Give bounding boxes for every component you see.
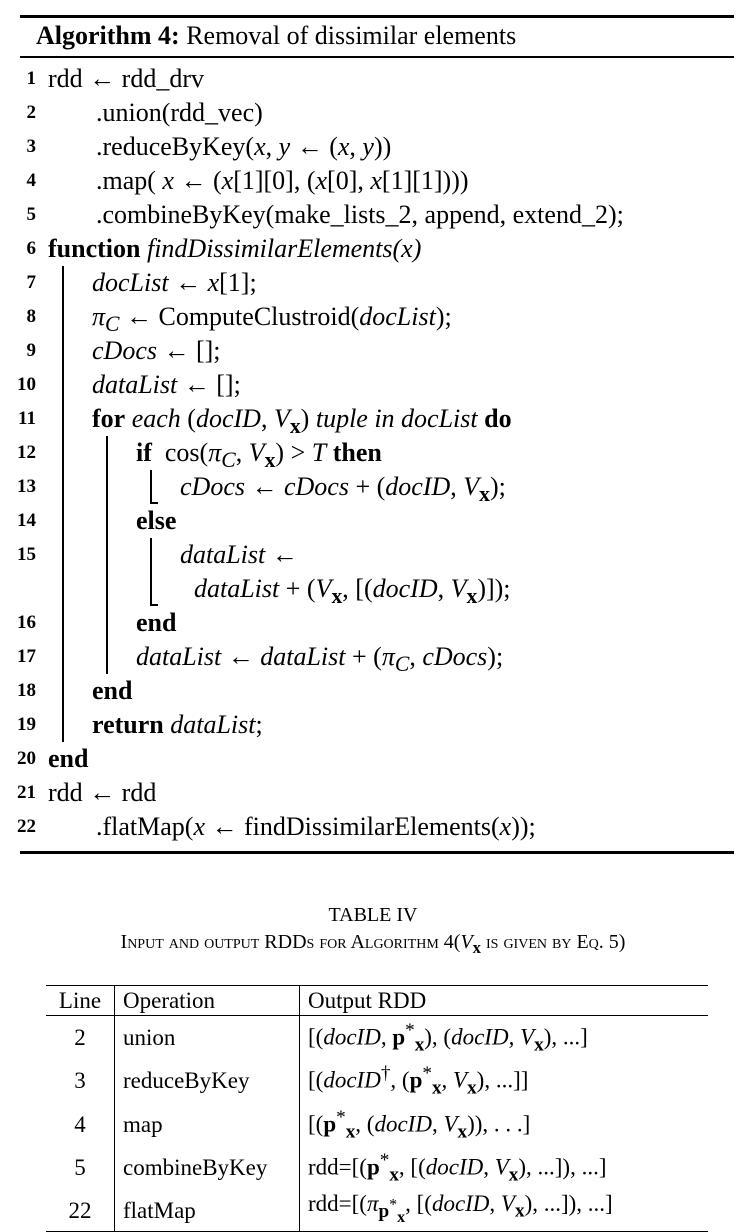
code-line: dataList ←: [180, 540, 298, 569]
else-scope-line: [150, 538, 152, 606]
line-number: 21: [17, 782, 36, 803]
table-row: [46, 1189, 708, 1232]
cell-output-rdd: [($p^*_x$, (docID, $V_x$)), . . .]: [308, 1106, 531, 1142]
for-scope-line: [106, 436, 108, 674]
table-caption: [0, 931, 746, 958]
line-number: 14: [17, 510, 36, 531]
cell-operation: map: [115, 1103, 300, 1146]
line-number: 1: [26, 68, 36, 89]
code-line: dataList ← [];: [92, 370, 241, 399]
code-line: .map( x ← (x[1][0], (x[0], x[1][1]))): [96, 166, 469, 195]
header-line: Line: [46, 986, 115, 1016]
code-line: end: [136, 608, 177, 637]
line-number: 19: [17, 714, 36, 735]
table-row: [46, 1146, 708, 1189]
code-line: return dataList;: [92, 710, 263, 739]
line-number: 2: [26, 102, 36, 123]
table-row: [46, 1103, 708, 1146]
line-number: 3: [26, 136, 36, 157]
algorithm-title: Removal of dissimilar elements: [186, 21, 517, 50]
line-number: 20: [17, 748, 36, 769]
line-number: 15: [17, 544, 36, 565]
code-line: $\pi_C$ ← ComputeClustroid(docList);: [92, 302, 452, 337]
code-line: end: [92, 676, 133, 705]
algorithm-top-rule: [20, 15, 734, 18]
code-line: dataList + ($V_x$, [(docID, $V_x$)]);: [194, 574, 511, 609]
code-line: cDocs ← [];: [92, 336, 221, 365]
cell-line: 3: [46, 1059, 115, 1102]
algorithm-title-rule: [20, 56, 734, 58]
table-row: [46, 1016, 708, 1060]
code-line: rdd ← rdd_drv: [48, 64, 204, 93]
line-number: 13: [17, 476, 36, 497]
line-number: 16: [17, 612, 36, 633]
code-line: cDocs ← cDocs + (docID, $V_x$);: [180, 472, 506, 507]
cell-output-rdd: $rdd=[(p^*_x$, [(docID, $V_x$), ...]), ...]: [308, 1149, 607, 1185]
line-number: 18: [17, 680, 36, 701]
code-line: docList ← x[1];: [92, 268, 257, 297]
cell-line: 5: [46, 1146, 115, 1189]
code-line: rdd ← rdd: [48, 778, 157, 807]
then-scope-line: [150, 470, 152, 504]
header-operation: Operation: [115, 986, 300, 1016]
code-line: .combineByKey(make_lists_2, append, extend_2);: [96, 200, 624, 229]
table-caption-text: Input and output RDDs for Algorithm $4(V_x$ is given by Eq. 5): [120, 931, 626, 957]
header-output-rdd: Output RDD: [308, 988, 427, 1013]
line-number: 6: [26, 238, 36, 259]
code-line: for each (docID, $V_x$) tuple in docList do: [92, 404, 512, 439]
cell-operation: combineByKey: [115, 1146, 300, 1189]
code-line: dataList ← dataList + ($\pi_C$, cDocs);: [136, 642, 504, 677]
algorithm-label: Algorithm 4:: [36, 21, 180, 50]
algorithm-caption: [36, 20, 516, 52]
function-scope-line: [62, 266, 64, 742]
line-number: 8: [26, 306, 36, 327]
else-scope-tick: [150, 604, 158, 606]
code-line: .union(rdd_vec): [96, 98, 263, 127]
algorithm-bottom-rule: [20, 851, 734, 854]
line-number: 22: [17, 816, 36, 837]
cell-operation: reduceByKey: [115, 1059, 300, 1102]
cell-operation: union: [115, 1016, 300, 1060]
code-line: else: [136, 506, 177, 535]
cell-line: 2: [46, 1016, 115, 1060]
cell-output-rdd: $rdd=[(\pi_{p^*_x}$, [(docID, $V_x$), ...]), ...]: [308, 1191, 613, 1226]
cell-output-rdd: [(docID, $p^*_x$), (docID, $V_x$), ...]: [308, 1020, 588, 1056]
line-number: 11: [18, 408, 36, 429]
line-number: 4: [26, 170, 36, 191]
cell-line: 4: [46, 1103, 115, 1146]
code-line: if $\cos(\pi_C$, $V_x) > T$ then: [136, 438, 382, 473]
table-row: [46, 1059, 708, 1102]
code-line: .flatMap(x ← findDissimilarElements(x));: [96, 812, 536, 841]
cell-line: 22: [46, 1189, 115, 1232]
line-number: 5: [26, 204, 36, 225]
line-number: 17: [17, 646, 36, 667]
then-scope-tick: [150, 502, 158, 504]
rdd-table: [46, 985, 708, 1232]
line-number: 9: [26, 340, 36, 361]
line-number: 7: [26, 272, 36, 293]
cell-operation: flatMap: [115, 1189, 300, 1232]
line-number: 10: [17, 374, 36, 395]
line-number: 12: [17, 442, 36, 463]
code-line: .reduceByKey(x, y ← (x, y)): [96, 132, 392, 161]
code-line: end: [48, 744, 89, 773]
code-line: function findDissimilarElements(x): [48, 234, 422, 263]
table-header-row: [46, 986, 708, 1016]
table-number: TABLE IV: [328, 904, 418, 926]
cell-output-rdd: [(docID†, ($p^*_x$, $V_x$), ...]]: [308, 1063, 529, 1099]
